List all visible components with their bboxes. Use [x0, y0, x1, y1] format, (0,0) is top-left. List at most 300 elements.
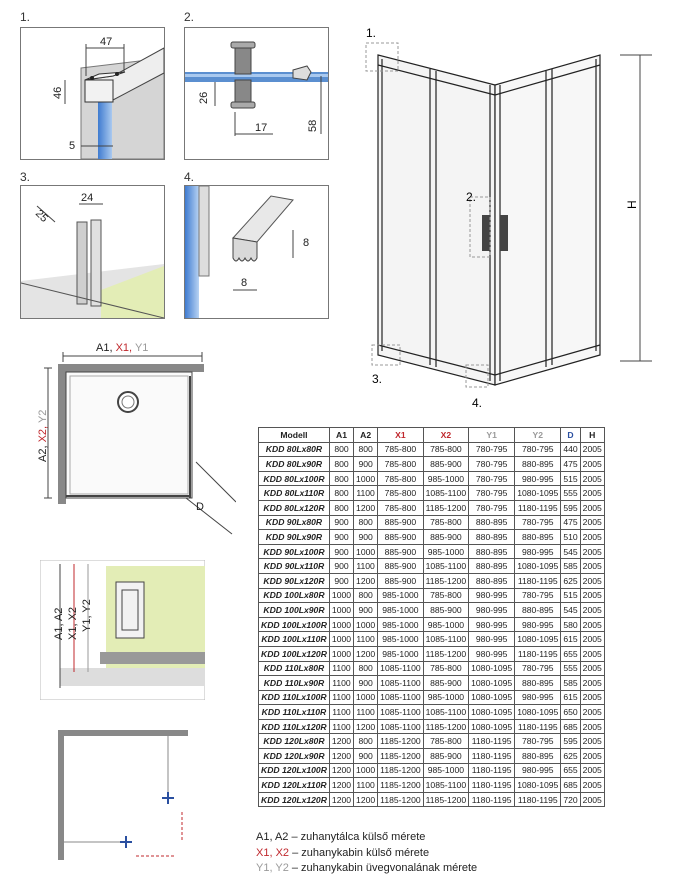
table-cell: 900: [329, 573, 353, 588]
table-row: [259, 646, 605, 661]
table-cell: KDD 110Lx80R: [259, 661, 330, 676]
detail-2-dim-58: 58: [307, 119, 319, 132]
table-cell: 1100: [354, 705, 378, 720]
detail-2-drawing: [185, 28, 328, 159]
cabin-callout-4: 4.: [472, 396, 483, 410]
table-cell: 585: [561, 559, 580, 574]
table-cell: 880-895: [469, 573, 515, 588]
plan-top-a: A1,: [96, 342, 113, 354]
table-cell: 780-795: [515, 442, 561, 457]
table-cell: 1180-1195: [515, 792, 561, 807]
table-cell: 1200: [329, 792, 353, 807]
detail-2-panel: [184, 27, 329, 160]
table-cell: 2005: [580, 442, 604, 457]
table-cell: 1185-1200: [423, 500, 468, 515]
table-cell: 785-800: [423, 588, 468, 603]
table-cell: 1000: [329, 588, 353, 603]
table-cell: 1080-1095: [469, 661, 515, 676]
table-cell: 800: [329, 486, 353, 501]
table-cell: 885-900: [423, 457, 468, 472]
table-cell: KDD 110Lx120R: [259, 719, 330, 734]
detail-1-dim-height: 46: [52, 86, 64, 99]
table-cell: KDD 100Lx80R: [259, 588, 330, 603]
table-cell: KDD 90Lx90R: [259, 530, 330, 545]
plan-d-label: D: [196, 501, 204, 513]
table-cell: 1085-1100: [423, 778, 468, 793]
table-cell: 1100: [354, 486, 378, 501]
legend-text-3: – zuhanykabin üvegvonalának mérete: [288, 862, 478, 874]
table-cell: 880-895: [515, 676, 561, 691]
table-cell: KDD 80Lx110R: [259, 486, 330, 501]
table-cell: 685: [561, 778, 580, 793]
table-cell: 800: [354, 515, 378, 530]
section-label-y: Y1, Y2: [81, 599, 93, 632]
table-cell: 985-1000: [378, 588, 423, 603]
table-row: [259, 749, 605, 764]
table-cell: 555: [561, 661, 580, 676]
table-cell: 1080-1095: [515, 705, 561, 720]
table-cell: 800: [354, 588, 378, 603]
table-cell: KDD 110Lx90R: [259, 676, 330, 691]
table-cell: KDD 80Lx80R: [259, 442, 330, 457]
detail-4-label: 4.: [184, 170, 195, 184]
table-cell: 885-900: [378, 515, 423, 530]
table-row: [259, 617, 605, 632]
table-row: [259, 544, 605, 559]
table-cell: 1180-1195: [515, 500, 561, 515]
table-cell: 2005: [580, 457, 604, 472]
table-cell: 1180-1195: [515, 719, 561, 734]
table-cell: 1180-1195: [469, 778, 515, 793]
table-cell: 880-895: [515, 457, 561, 472]
detail-4-drawing: [185, 186, 328, 318]
table-cell: 985-1000: [423, 690, 468, 705]
table-cell: 1185-1200: [378, 792, 423, 807]
table-header-y2: Y2: [515, 428, 561, 443]
table-cell: 1185-1200: [423, 719, 468, 734]
detail-1-label: 1.: [20, 10, 31, 24]
table-cell: 800: [329, 442, 353, 457]
table-cell: 980-995: [515, 544, 561, 559]
table-cell: 985-1000: [423, 544, 468, 559]
detail-2-dim-17: 17: [255, 122, 268, 134]
cabin-callout-1: 1.: [366, 26, 377, 40]
table-cell: 2005: [580, 661, 604, 676]
table-cell: 785-800: [423, 515, 468, 530]
table-cell: 685: [561, 719, 580, 734]
table-cell: 885-900: [423, 676, 468, 691]
table-cell: 2005: [580, 500, 604, 515]
table-row: [259, 719, 605, 734]
table-cell: 1100: [329, 719, 353, 734]
table-cell: 440: [561, 442, 580, 457]
section-label-x: X1, X2: [67, 606, 79, 640]
table-cell: KDD 120Lx100R: [259, 763, 330, 778]
table-cell: 885-900: [378, 530, 423, 545]
detail-1-dim-depth: 5: [69, 140, 76, 152]
table-cell: 880-895: [515, 530, 561, 545]
table-row: [259, 500, 605, 515]
table-row: [259, 734, 605, 749]
table-cell: 780-795: [469, 486, 515, 501]
detail-3-panel: [20, 185, 165, 319]
table-row: [259, 442, 605, 457]
table-cell: 2005: [580, 486, 604, 501]
svg-text:A2, X2, Y2: [37, 410, 49, 462]
table-cell: 1000: [329, 646, 353, 661]
table-cell: 2005: [580, 792, 604, 807]
detail-3-dim-24: 24: [81, 192, 94, 204]
table-cell: 780-795: [469, 500, 515, 515]
table-cell: 2005: [580, 471, 604, 486]
table-cell: 780-795: [469, 471, 515, 486]
table-cell: 1180-1195: [469, 734, 515, 749]
table-cell: 2005: [580, 778, 604, 793]
table-cell: 780-795: [515, 734, 561, 749]
table-cell: 1185-1200: [378, 749, 423, 764]
table-row: [259, 778, 605, 793]
table-cell: 615: [561, 690, 580, 705]
table-cell: 980-995: [515, 617, 561, 632]
table-cell: 655: [561, 646, 580, 661]
legend-item-2: [256, 847, 429, 859]
table-row: [259, 588, 605, 603]
table-cell: 1085-1100: [423, 705, 468, 720]
table-cell: 2005: [580, 705, 604, 720]
table-cell: 1100: [329, 676, 353, 691]
table-cell: 1100: [329, 690, 353, 705]
table-cell: 885-900: [378, 544, 423, 559]
table-cell: 1180-1195: [469, 763, 515, 778]
legend-item-3: [256, 862, 477, 874]
table-header-y1: Y1: [469, 428, 515, 443]
cabin-height-label: H: [625, 200, 639, 209]
table-cell: KDD 80Lx100R: [259, 471, 330, 486]
table-row: [259, 603, 605, 618]
table-cell: 985-1000: [378, 646, 423, 661]
table-cell: KDD 100Lx120R: [259, 646, 330, 661]
plan-side-y: Y2: [37, 409, 49, 424]
table-cell: 1185-1200: [423, 646, 468, 661]
table-cell: 1185-1200: [423, 573, 468, 588]
detail-3-label: 3.: [20, 170, 31, 184]
table-cell: KDD 120Lx110R: [259, 778, 330, 793]
table-cell: 515: [561, 588, 580, 603]
table-cell: 2005: [580, 573, 604, 588]
svg-text:A1, X1, Y1: [96, 342, 148, 354]
detail-1-drawing: [21, 28, 164, 159]
table-cell: 585: [561, 676, 580, 691]
detail-4-dim-height: 8: [303, 237, 310, 249]
table-cell: 655: [561, 763, 580, 778]
table-row: [259, 792, 605, 807]
legend-key-3: Y1, Y2: [256, 862, 289, 874]
table-cell: 1200: [354, 573, 378, 588]
table-row: [259, 530, 605, 545]
table-cell: 800: [354, 442, 378, 457]
table-row: [259, 486, 605, 501]
table-cell: KDD 120Lx80R: [259, 734, 330, 749]
table-cell: 900: [354, 457, 378, 472]
table-cell: 980-995: [515, 690, 561, 705]
table-cell: KDD 90Lx110R: [259, 559, 330, 574]
table-cell: 475: [561, 515, 580, 530]
table-cell: 780-795: [515, 661, 561, 676]
table-cell: 985-1000: [378, 603, 423, 618]
table-cell: 555: [561, 486, 580, 501]
table-cell: 780-795: [515, 588, 561, 603]
table-cell: 1085-1100: [378, 690, 423, 705]
table-cell: 985-1000: [423, 471, 468, 486]
table-cell: 2005: [580, 632, 604, 647]
table-cell: 1085-1100: [423, 486, 468, 501]
table-cell: 615: [561, 632, 580, 647]
table-cell: KDD 100Lx90R: [259, 603, 330, 618]
plan-top-x: X1,: [115, 342, 133, 354]
legend-key-1: A1, A2: [256, 831, 289, 843]
section-label-a: A1, A2: [53, 607, 65, 640]
detail-2-dim-26: 26: [198, 91, 210, 104]
table-cell: KDD 80Lx90R: [259, 457, 330, 472]
plan-top-y: Y1: [134, 342, 149, 354]
table-cell: 625: [561, 749, 580, 764]
table-cell: 1185-1200: [378, 778, 423, 793]
table-cell: 2005: [580, 603, 604, 618]
table-cell: 800: [354, 734, 378, 749]
table-cell: 1100: [354, 632, 378, 647]
table-cell: KDD 90Lx80R: [259, 515, 330, 530]
table-cell: 1000: [329, 632, 353, 647]
table-cell: 780-795: [469, 457, 515, 472]
table-row: [259, 632, 605, 647]
table-header-a1: A1: [329, 428, 353, 443]
table-header-modell: Modell: [259, 428, 330, 443]
table-row: [259, 471, 605, 486]
table-header-row: [259, 428, 605, 443]
table-cell: 595: [561, 500, 580, 515]
table-cell: 1100: [354, 778, 378, 793]
table-body: [259, 442, 605, 807]
table-cell: 1000: [354, 763, 378, 778]
plan-view: [36, 338, 236, 548]
table-cell: 2005: [580, 617, 604, 632]
table-cell: 980-995: [469, 646, 515, 661]
table-cell: 2005: [580, 763, 604, 778]
table-cell: 1200: [329, 778, 353, 793]
table-cell: 1200: [329, 749, 353, 764]
table-cell: 1200: [329, 763, 353, 778]
table-cell: 800: [329, 471, 353, 486]
table-cell: 985-1000: [423, 617, 468, 632]
plan-side-x: X2,: [37, 425, 49, 443]
table-row: [259, 763, 605, 778]
table-cell: 1000: [329, 617, 353, 632]
table-row: [259, 573, 605, 588]
table-row: [259, 559, 605, 574]
table-cell: 785-800: [423, 442, 468, 457]
table-cell: 2005: [580, 559, 604, 574]
table-cell: KDD 120Lx120R: [259, 792, 330, 807]
table-cell: 800: [329, 500, 353, 515]
table-cell: 580: [561, 617, 580, 632]
install-view: [50, 722, 200, 872]
table-cell: 1085-1100: [423, 632, 468, 647]
table-cell: 1000: [329, 603, 353, 618]
table-cell: 1085-1100: [378, 705, 423, 720]
table-cell: 1200: [354, 500, 378, 515]
table-cell: 880-895: [469, 559, 515, 574]
table-cell: 1180-1195: [515, 646, 561, 661]
table-cell: 1000: [354, 617, 378, 632]
table-cell: 885-900: [378, 573, 423, 588]
table-cell: 1200: [329, 734, 353, 749]
table-cell: 900: [329, 530, 353, 545]
table-cell: 900: [354, 530, 378, 545]
table-cell: 880-895: [469, 530, 515, 545]
table-row: [259, 690, 605, 705]
table-cell: 1100: [354, 559, 378, 574]
table-cell: 1080-1095: [515, 559, 561, 574]
legend-item-1: [256, 831, 425, 843]
shower-cabin-view: [360, 25, 670, 415]
table-row: [259, 457, 605, 472]
detail-4-dim-width: 8: [241, 277, 248, 289]
table-cell: 880-895: [515, 603, 561, 618]
table-cell: 885-900: [378, 559, 423, 574]
table-cell: 980-995: [469, 617, 515, 632]
table-cell: 900: [329, 515, 353, 530]
table-cell: 1100: [329, 661, 353, 676]
table-cell: 2005: [580, 749, 604, 764]
table-cell: 1185-1200: [423, 792, 468, 807]
table-cell: 1080-1095: [469, 705, 515, 720]
table-cell: 515: [561, 471, 580, 486]
table-cell: KDD 110Lx110R: [259, 705, 330, 720]
section-view: [40, 560, 205, 700]
table-cell: 885-900: [423, 749, 468, 764]
table-cell: 545: [561, 603, 580, 618]
table-header-x2: X2: [423, 428, 468, 443]
table-cell: 1200: [354, 646, 378, 661]
table-cell: 2005: [580, 676, 604, 691]
table-cell: 1080-1095: [469, 719, 515, 734]
table-cell: KDD 120Lx90R: [259, 749, 330, 764]
table-cell: KDD 90Lx120R: [259, 573, 330, 588]
table-cell: 625: [561, 573, 580, 588]
table-header-d: D: [561, 428, 580, 443]
detail-3-dim-25: 25: [32, 207, 51, 225]
table-cell: 985-1000: [378, 632, 423, 647]
table-cell: 1080-1095: [469, 690, 515, 705]
table-cell: 510: [561, 530, 580, 545]
table-cell: 2005: [580, 646, 604, 661]
table-cell: 1080-1095: [469, 676, 515, 691]
table-cell: 2005: [580, 734, 604, 749]
table-cell: 985-1000: [423, 763, 468, 778]
detail-1-dim-width: 47: [100, 36, 113, 48]
table-cell: 1200: [354, 792, 378, 807]
table-cell: 1100: [329, 705, 353, 720]
table-row: [259, 515, 605, 530]
table-cell: 785-800: [378, 471, 423, 486]
legend-text-2: – zuhanykabin külső mérete: [289, 847, 430, 859]
table-cell: 985-1000: [378, 617, 423, 632]
table-cell: 1180-1195: [469, 792, 515, 807]
table-cell: KDD 100Lx100R: [259, 617, 330, 632]
table-cell: 980-995: [469, 588, 515, 603]
table-cell: 780-795: [515, 515, 561, 530]
table-header-a2: A2: [354, 428, 378, 443]
table-cell: 800: [354, 661, 378, 676]
cabin-callout-3: 3.: [372, 372, 383, 386]
table-cell: 1180-1195: [515, 573, 561, 588]
table-row: [259, 661, 605, 676]
table-cell: 1000: [354, 471, 378, 486]
table-cell: 595: [561, 734, 580, 749]
table-cell: 780-795: [469, 442, 515, 457]
detail-1-panel: [20, 27, 165, 160]
table-cell: 2005: [580, 515, 604, 530]
table-cell: 880-895: [469, 515, 515, 530]
table-row: [259, 705, 605, 720]
table-cell: 1085-1100: [378, 676, 423, 691]
table-cell: 980-995: [515, 471, 561, 486]
table-cell: 785-800: [378, 457, 423, 472]
plan-side-a: A2,: [37, 445, 49, 462]
table-cell: 2005: [580, 690, 604, 705]
table-cell: 2005: [580, 530, 604, 545]
table-cell: 900: [329, 544, 353, 559]
table-cell: 1185-1200: [378, 763, 423, 778]
detail-2-label: 2.: [184, 10, 195, 24]
table-cell: 900: [354, 603, 378, 618]
table-row: [259, 676, 605, 691]
table-cell: KDD 110Lx100R: [259, 690, 330, 705]
table-cell: 785-800: [423, 734, 468, 749]
table-cell: 1080-1095: [515, 778, 561, 793]
spec-table: [258, 427, 605, 807]
table-cell: 1080-1095: [515, 632, 561, 647]
table-cell: 1000: [354, 544, 378, 559]
table-cell: 545: [561, 544, 580, 559]
table-header-x1: X1: [378, 428, 423, 443]
table-cell: 785-800: [378, 442, 423, 457]
table-cell: 475: [561, 457, 580, 472]
table-cell: 650: [561, 705, 580, 720]
detail-3-drawing: [21, 186, 164, 318]
table-cell: 1185-1200: [378, 734, 423, 749]
table-cell: 800: [329, 457, 353, 472]
table-cell: 1085-1100: [423, 559, 468, 574]
table-cell: 1180-1195: [469, 749, 515, 764]
table-cell: 900: [329, 559, 353, 574]
legend-key-2: X1, X2: [256, 847, 290, 859]
table-cell: 2005: [580, 588, 604, 603]
table-cell: KDD 90Lx100R: [259, 544, 330, 559]
table-cell: 980-995: [469, 603, 515, 618]
table-cell: 880-895: [469, 544, 515, 559]
table-cell: 880-895: [515, 749, 561, 764]
table-cell: 1085-1100: [378, 719, 423, 734]
table-cell: 1000: [354, 690, 378, 705]
table-cell: 900: [354, 749, 378, 764]
table-cell: KDD 100Lx110R: [259, 632, 330, 647]
table-cell: 885-900: [423, 603, 468, 618]
detail-4-panel: [184, 185, 329, 319]
table-cell: 720: [561, 792, 580, 807]
table-cell: 900: [354, 676, 378, 691]
table-cell: 1085-1100: [378, 661, 423, 676]
